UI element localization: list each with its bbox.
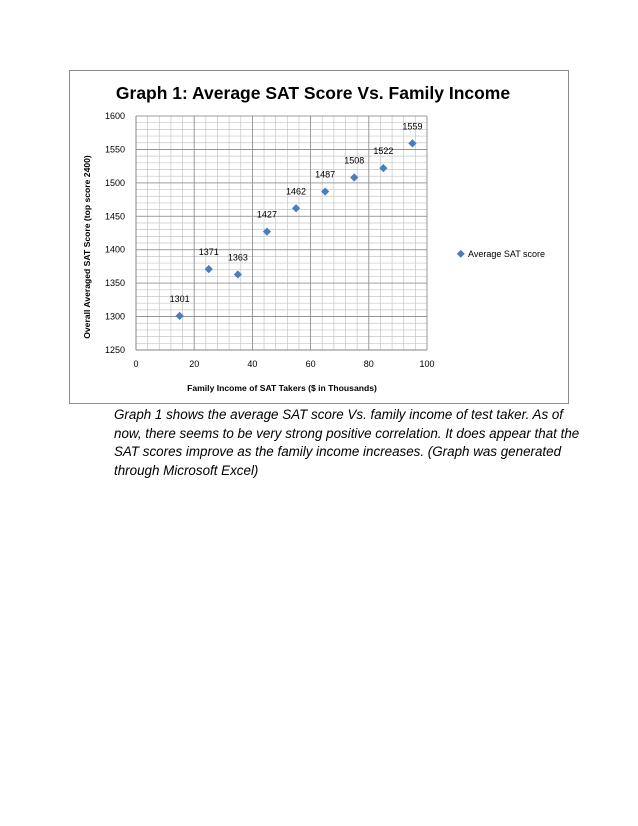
x-tick-label: 40	[247, 359, 258, 369]
data-label: 1508	[344, 155, 365, 166]
caption-text: Graph 1 shows the average SAT score Vs. family income of test taker. As of now, there seems to be very strong positive correlation. It does appear that the SAT scores improve as the family income increases. (Graph was generated through Microsoft Excel)	[114, 407, 580, 478]
data-label: 1371	[198, 247, 219, 258]
data-label: 1301	[169, 293, 190, 304]
data-label: 1363	[227, 252, 248, 263]
x-tick-label: 20	[189, 359, 200, 369]
x-tick-label: 100	[419, 359, 435, 369]
y-tick-label: 1400	[104, 244, 125, 255]
chart-title: Graph 1: Average SAT Score Vs. Family Income	[115, 83, 511, 103]
legend-label-average-sat-score: Average SAT score	[468, 249, 546, 259]
y-tick-label: 1300	[104, 311, 125, 322]
data-label: 1462	[286, 186, 307, 197]
x-tick-label: 80	[363, 359, 374, 369]
y-tick-label: 1350	[104, 278, 125, 289]
data-label: 1559	[402, 121, 423, 132]
y-tick-label: 1600	[104, 111, 125, 121]
y-tick-label: 1550	[104, 144, 125, 155]
data-label: 1427	[256, 209, 277, 220]
y-tick-label: 1250	[104, 345, 125, 355]
data-label: 1522	[373, 146, 394, 157]
y-tick-label: 1500	[104, 177, 125, 188]
x-tick-label: 60	[305, 359, 316, 369]
x-tick-label: 0	[133, 359, 139, 369]
data-label: 1487	[315, 169, 336, 180]
y-tick-label: 1450	[104, 211, 125, 222]
x-axis-label: Family Income of SAT Takers ($ in Thousands)	[187, 383, 377, 393]
scatter-chart	[70, 71, 570, 405]
chart-frame	[69, 70, 569, 404]
legend	[457, 249, 545, 259]
legend-marker	[457, 250, 465, 258]
y-axis-label: Overall Averaged SAT Score (top score 2400)	[82, 155, 92, 339]
